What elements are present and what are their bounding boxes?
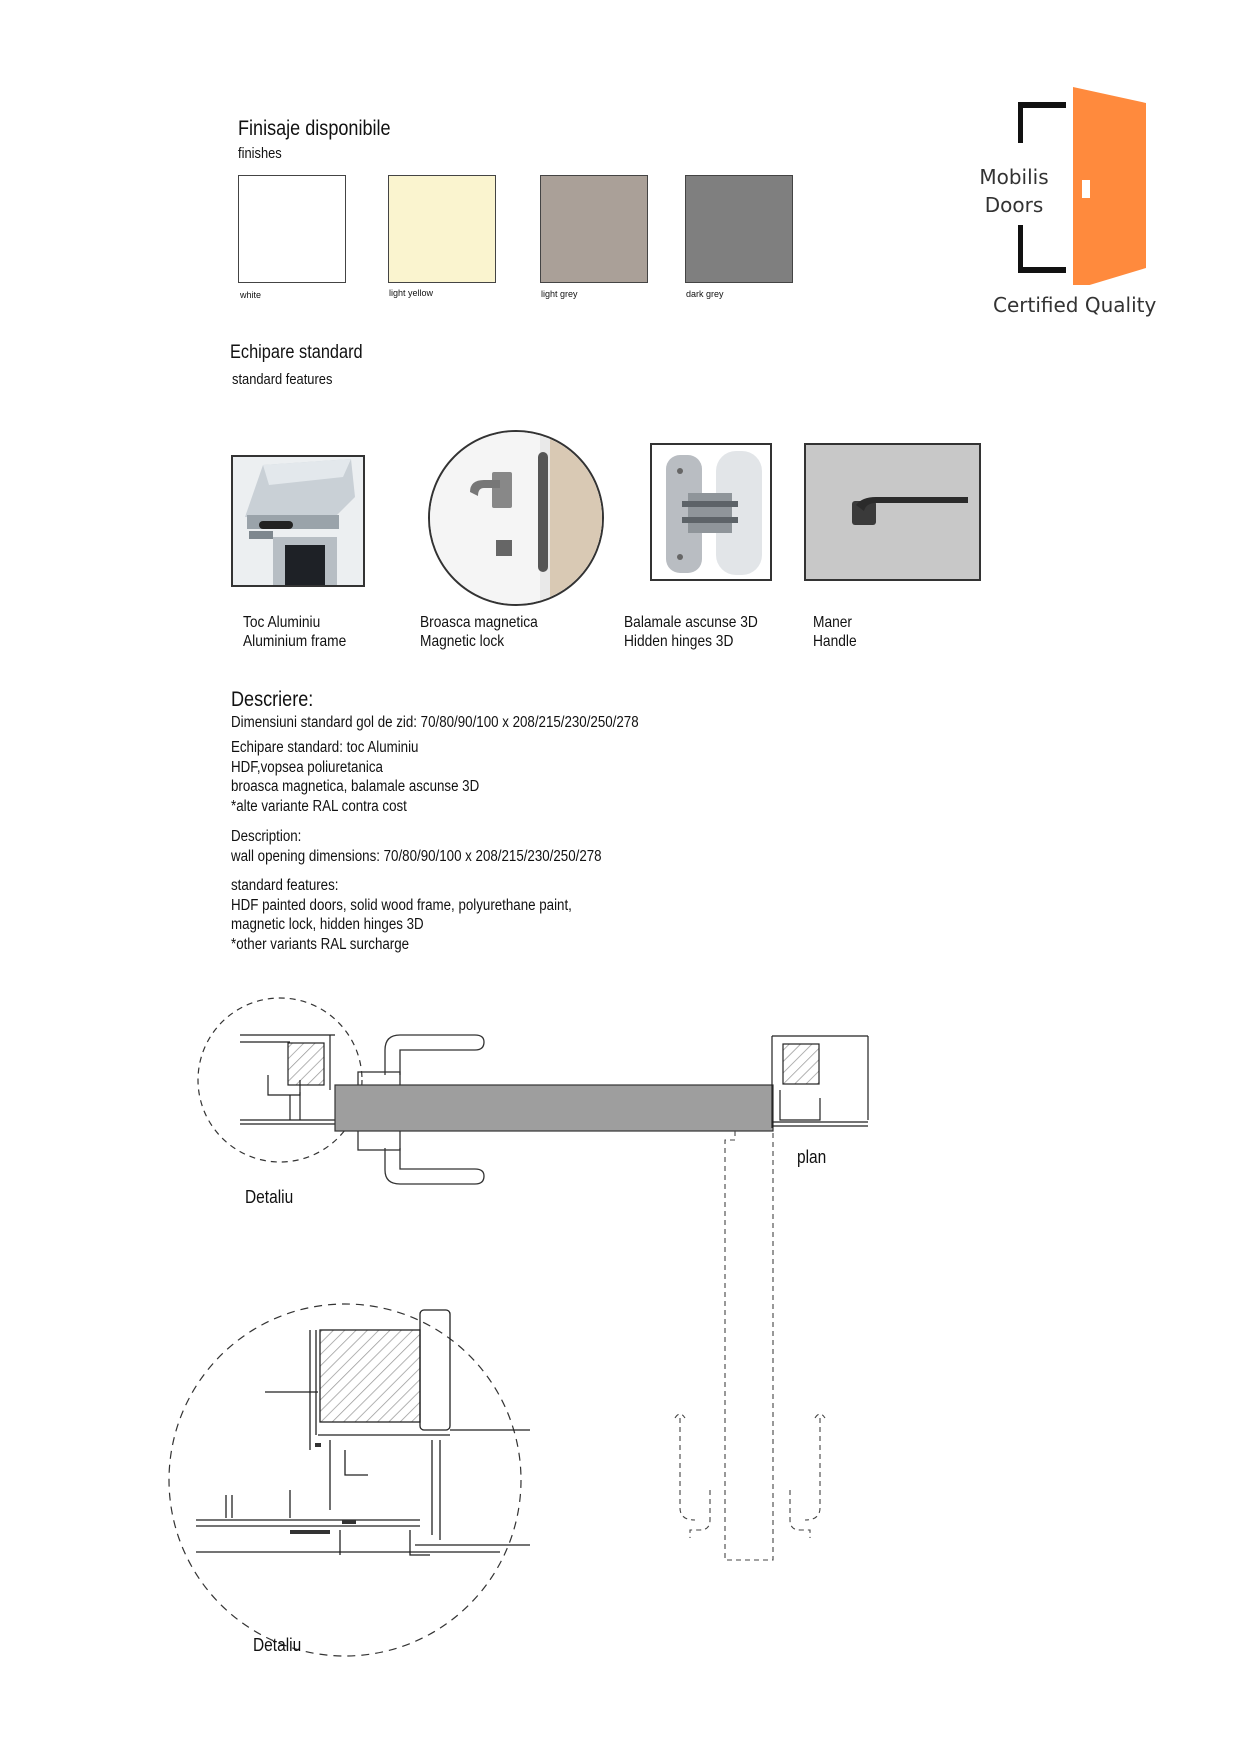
ro-feature-line: Echipare standard: toc Aluminiu [231,739,419,756]
door-leaf-plan [335,1085,773,1131]
swatch-label-white: white [240,290,262,300]
swatch-label-dark-grey: dark grey [686,289,724,299]
feature-3-en: Hidden hinges 3D [624,633,734,650]
feature-1-ro: Toc Aluminiu [243,614,321,631]
finishes-subtitle: finishes [238,145,282,162]
en-feature-line: *other variants RAL surcharge [231,935,410,953]
feature-2-en: Magnetic lock [420,633,505,650]
feature-4-ro: Maner [813,614,853,631]
door-swing-plan [675,1131,825,1560]
en-feature-line: HDF painted doors, solid wood frame, polyurethane paint, [231,896,572,914]
ro-feature-line: HDF,vopsea poliuretanica [231,758,383,776]
description-ro-dimensions: Dimensiuni standard gol de zid: 70/80/90/100 x 208/215/230/250/278 [231,714,639,731]
feature-2-ro: Broasca magnetica [420,614,538,631]
swatch-label-light-yellow: light yellow [389,288,434,298]
description-en-dimensions: wall opening dimensions: 70/80/90/100 x 208/215/230/250/278 [231,848,602,865]
logo-line2: Doors [984,193,1044,217]
features-subtitle: standard features [232,371,333,388]
feature-3-ro: Balamale ascunse 3D [624,614,758,631]
frame-detail-enlarged [196,1310,530,1555]
description-en-heading: Description: [231,828,302,845]
detail-label-bottom: Detaliu [253,1635,302,1655]
feature-1-en: Aluminium frame [243,633,347,650]
features-title: Echipare standard [230,342,363,363]
description-heading: Descriere: [231,688,314,711]
plan-label: plan [797,1147,827,1167]
logo-tagline: Certified Quality [993,293,1157,317]
detail-circle-top [198,998,362,1162]
swatch-label-light-grey: light grey [541,289,578,299]
en-feature-line: magnetic lock, hidden hinges 3D [231,916,424,933]
ro-feature-line: *alte variante RAL contra cost [231,797,407,815]
logo-line1: Mobilis [979,165,1049,189]
feature-4-en: Handle [813,633,857,650]
detail-label-top: Detaliu [245,1187,294,1207]
en-feature-line: standard features: [231,877,339,894]
frame-detail-left [240,1035,335,1124]
frame-detail-right [772,1036,868,1128]
finishes-title: Finisaje disponibile [238,117,391,140]
ro-feature-line: broasca magnetica, balamale ascunse 3D [231,778,480,795]
